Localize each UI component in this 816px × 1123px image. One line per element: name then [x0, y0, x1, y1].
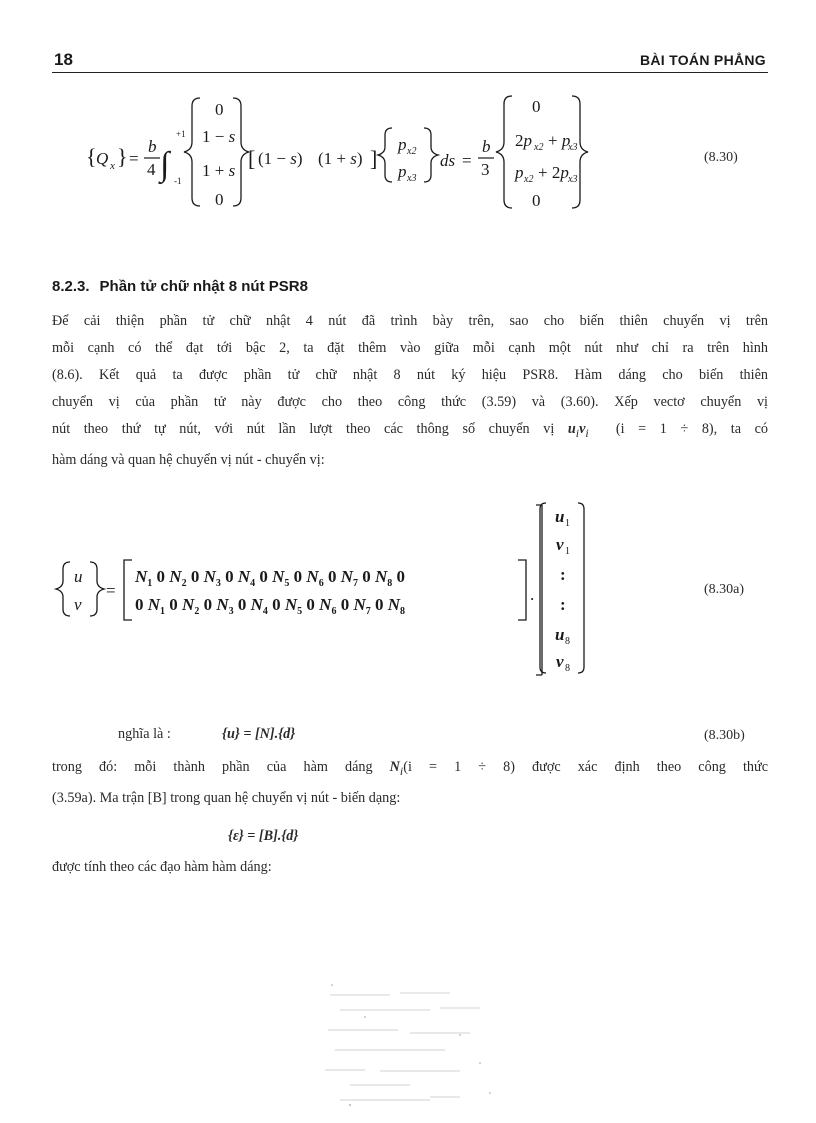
svg-text:N1 0 N2 0 N3 0 N4 0 N5: $N_1$ 0 $N_2$ 0 $N_3$ 0 $N_4$ 0 $N_5$ 0 $N_6$ 0 $N_7$ 0 $N_8$ 0 [135, 567, 405, 589]
paragraph-line: mỗi cạnh có thể đạt tới bậc 2, ta đặt thêm vào giữa mỗi cạnh một nút như chỉ ra trên hình [52, 340, 768, 356]
svg-text:1 − s: 1 − s [202, 127, 236, 146]
paragraph-line: được tính theo các đạo hàm hàm dáng: [52, 859, 272, 875]
svg-text:+ 2p: + 2p [538, 163, 569, 182]
page-number: 18 [54, 50, 73, 69]
paragraph-line-text: nút theo thứ tự nút, với nút lần lượt theo các thông số chuyển vị [52, 421, 555, 437]
svg-text:∫: ∫ [160, 146, 170, 183]
svg-text:x3: x3 [568, 142, 578, 153]
svg-text:(1 + s): (1 + s) [318, 149, 363, 168]
svg-text:p: p [515, 163, 524, 182]
svg-text:]: ] [370, 146, 378, 171]
svg-text:4: 4 [147, 160, 156, 179]
paragraph-derivatives [52, 854, 768, 881]
svg-text:u: u [74, 567, 83, 586]
svg-text:-1: -1 [174, 176, 182, 186]
svg-text:u: u [555, 625, 565, 644]
svg-text:v: v [74, 595, 82, 614]
svg-text:[: [ [248, 146, 256, 171]
paragraph-line: hàm dáng và quan hệ chuyển vị nút - chuyển vị: [52, 451, 325, 468]
paragraph-line: trong đó: mỗi thành phần của hàm dáng $N_i(i = 1 \div 8)$ được xác định theo công thức [52, 759, 768, 778]
svg-text:ds: ds [440, 151, 456, 170]
paragraph-line-tail: (i = 1 ÷ 8) được xác định theo công thức [403, 759, 768, 775]
svg-text:=: = [462, 151, 472, 170]
paragraph-line-tail: (i = 1 ÷ 8), ta có [615, 421, 769, 437]
svg-text:0: 0 [532, 97, 541, 116]
svg-text:p: p [398, 135, 407, 154]
section-title: Phần tử chữ nhật 8 nút PSR8 [99, 278, 308, 295]
paragraph-line: (8.6). Kết quả ta được phần tử chữ nhật 8 nút ký hiệu PSR8. Hàm dáng cho biến thiên [52, 367, 768, 383]
svg-text:+1: +1 [176, 129, 186, 139]
svg-text:1: 1 [565, 546, 570, 557]
svg-text:x2: x2 [534, 142, 544, 153]
equation-8-30b-formula: {u} = [N].{d} [222, 726, 296, 742]
equation-lead-text: nghĩa là : [118, 726, 171, 742]
paragraph-line: Để cải thiện phần tử chữ nhật 4 nút đã trình bày trên, sao cho biến thiên chuyển vị trên [52, 313, 768, 329]
svg-text:x3: x3 [407, 173, 417, 184]
svg-text:v: v [556, 535, 564, 554]
svg-text:u: u [555, 507, 565, 526]
chapter-title: BÀI TOÁN PHẲNG [639, 52, 766, 68]
paragraph-line: (3.59a). Ma trận [B] trong quan hệ chuyển vị nút - biến dạng: [52, 789, 401, 806]
svg-text:v: v [556, 652, 564, 671]
equation-number-8-30: (8.30) [704, 150, 738, 165]
svg-text::: : [560, 595, 566, 614]
svg-text:8: 8 [565, 663, 570, 674]
svg-text:8: 8 [565, 636, 570, 647]
equation-number-8-30a: (8.30a) [704, 582, 745, 597]
svg-text:0: 0 [215, 100, 224, 119]
svg-text:0: 0 [532, 191, 541, 210]
paragraph-line-text: trong đó: mỗi thành phần của hàm dáng [52, 759, 373, 775]
svg-text:1 + s: 1 + s [202, 161, 236, 180]
svg-text:x: x [110, 160, 115, 172]
svg-text:}: } [117, 144, 128, 169]
svg-text:x2: x2 [524, 174, 534, 185]
svg-text:Q: Q [96, 149, 109, 168]
scan-stamp-artifact [320, 975, 520, 1115]
svg-text:3: 3 [481, 160, 490, 179]
svg-text:0: 0 [215, 190, 224, 209]
svg-text:(1 − s): (1 − s) [258, 149, 303, 168]
svg-text:{: { [86, 144, 97, 169]
svg-text:2p: 2p [515, 131, 532, 150]
svg-text:.: . [530, 585, 535, 604]
section-number: 8.2.3. [52, 278, 90, 295]
svg-text:1: 1 [565, 518, 570, 529]
svg-text:b: b [148, 137, 157, 156]
svg-text:+ p: + p [548, 131, 571, 150]
svg-text:=: = [129, 149, 139, 168]
svg-text:b: b [482, 137, 491, 156]
svg-text:=: = [106, 581, 116, 600]
equation-strain: {ε} = [B].{d} [228, 828, 299, 844]
svg-text::: : [560, 565, 566, 584]
equation-number-8-30b: (8.30b) [704, 728, 745, 743]
svg-text:x3: x3 [568, 174, 578, 185]
svg-text:0 N1 0 N2 0 N3 0 N4 0: 0 $N_1$ 0 $N_2$ 0 $N_3$ 0 $N_4$ 0 $N_5$ 0 $N_6$ 0 $N_7$ 0 $N_8$ [135, 595, 405, 617]
paragraph-line: nút theo thứ tự nút, với nút lần lượt theo các thông số chuyển vị $u_iv_i$ (i = 1 ÷ 8), ta có [52, 421, 769, 440]
paragraph-shape-functions [52, 754, 768, 812]
svg-text:p: p [398, 162, 407, 181]
paragraph-line: chuyển vị của phần tử này được cho theo công thức (3.59) và (3.60). Xếp vectơ chuyển vị [52, 394, 768, 410]
svg-text:x2: x2 [407, 146, 417, 157]
